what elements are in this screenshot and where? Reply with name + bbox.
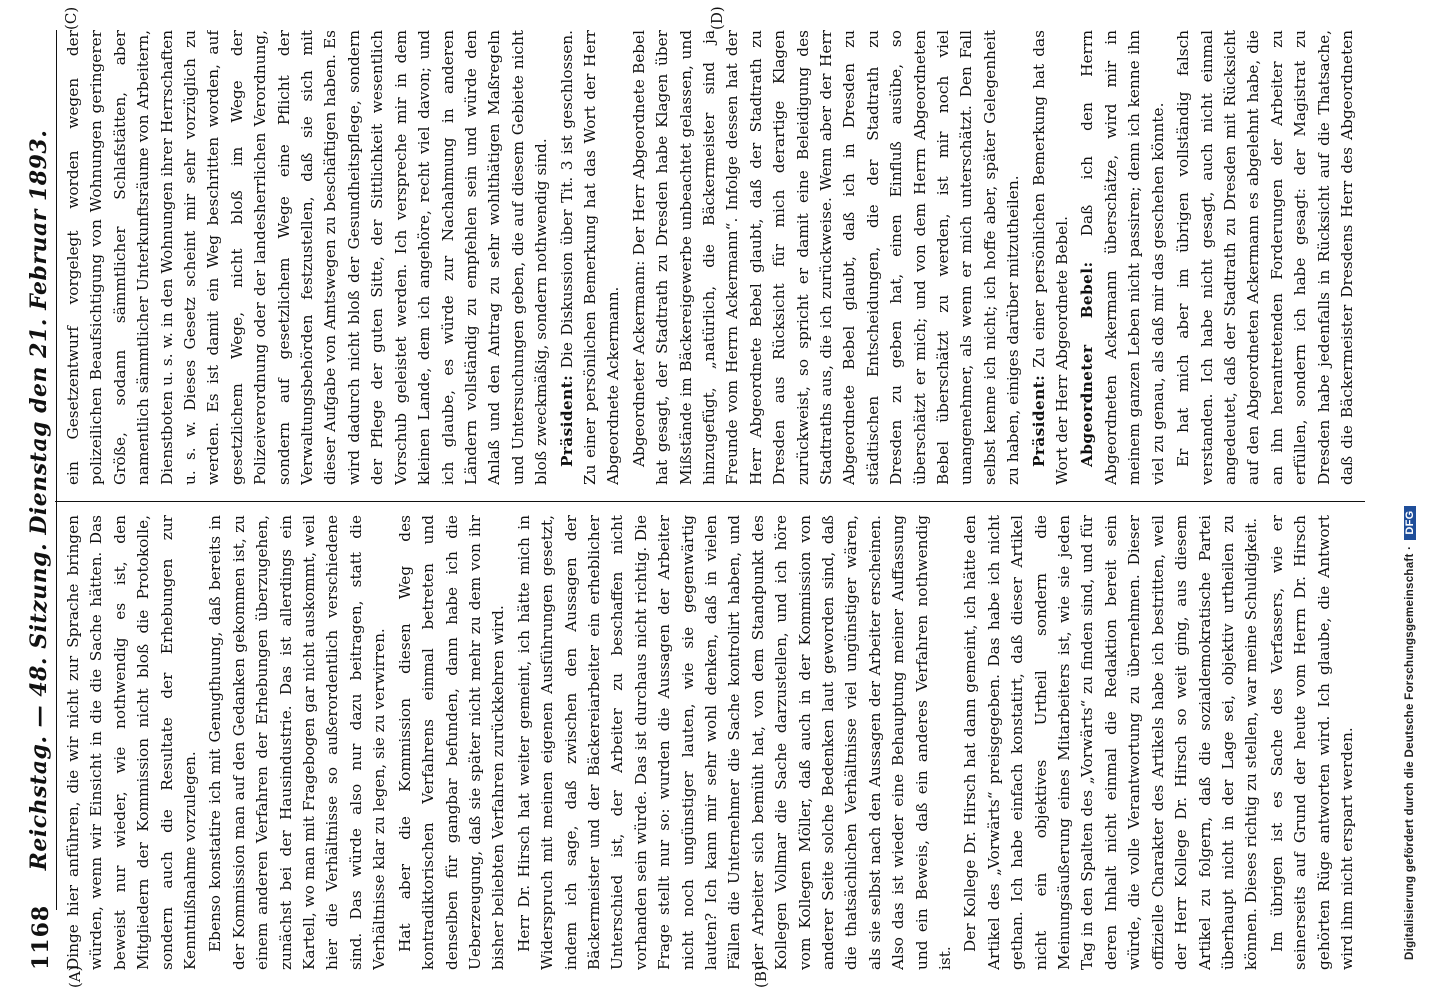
margin-marker-d: (D): [708, 6, 726, 30]
speaker-label: Präsident:: [1029, 374, 1048, 467]
page-number: 1168: [28, 904, 54, 970]
right-column: [62, 30, 1362, 485]
margin-marker-b: (B): [752, 965, 770, 988]
paragraph: ein Gesetzentwurf vorgelegt worden wegen der polizeilichen Beaufsichtigung von Wohnungen geringerer Größe, sodann sämmtlicher Schlafstätten, aber namentlich sämmtlicher Unterkunftsräume von Arbeitern, Dienstboten u. s. w. in den Wohnungen ihrer Herrschaften u. s. w. Dieses Gesetz scheint mir sehr vorzüglich zu werden. Es ist damit ein Weg beschritten worden, auf gesetzlichem Wege, nicht bloß im Wege der Polizeiverordnung oder der landesherrlichen Verordnung, sondern auf gesetzlichem Wege eine Pflicht der Verwaltungsbehörden festzustellen, daß sie sich mit dieser Aufgabe von Amtswegen zu beschäftigen haben. Es wird dadurch nicht bloß der Gesundheitspflege, sondern der Pflege der guten Sitte, der Sittlichkeit wesentlich Vorschub geleistet werden. Ich verspreche mir in dem kleinen Lande, dem ich angehöre, recht viel davon; und ich glaube, es würde zur Nachahmung in anderen Ländern vollständig zu empfehlen sein und würde den Anlaß und den Antrag zu sehr wohlthätigen Maßregeln und Untersuchungen geben, die auf diesem Gebiete nicht bloß zweckmäßig, sondern nothwendig sind.: [64, 30, 551, 485]
margin-marker-c: (C): [62, 6, 80, 30]
paragraph: Dinge hier anführen, die wir nicht zur Sprache bringen würden, wenn wir Einsicht in die die Sache hätten. Das beweist nur wieder, wie nothwendig es ist, den Mitgliedern der Kommission nicht bloß die Protokolle, sondern auch die Resultate der Erhebungen zur Kenntnißnahme vorzulegen.: [64, 515, 200, 970]
paragraph: Herr Dr. Hirsch hat weiter gemeint, ich hätte mich in Widerspruch mit meinen eigenen Ausführungen gesetzt, indem ich sage, daß zwischen den Aussagen der Bäckermeister und der Bäckereiarbeiter ein erheblicher Unterschied ist, der Arbeiter zu beschaffen nicht vorhanden sein würde. Das ist durchaus nicht richtig. Die Frage stellt nur so: wurden die Aussagen der Arbeiter nicht noch ungünstiger lauten, wie sie gegenwärtig lauten? Ich kann mir sehr wohl denken, daß in vielen Fällen die Unternehmer die Sache kontrolirt haben, und der Arbeiter sich bemüht hat, von dem Standpunkt des Kollegen Vollmar die Sache darzustellen, und ich höre vom Kollegen Möller, daß auch in der Kommission von anderer Seite solche Bedenken laut geworden sind, daß die thatsächlichen Verhältnisse viel ungünstiger wären, als sie selbst nach den Aussagen der Arbeiter erscheinen. Also das ist wieder eine Behauptung meiner Auffassung und ein Beweis, daß ein anderes Verfahren nothwendig ist.: [514, 515, 955, 970]
paragraph: Im übrigen ist es Sache des Verfassers, wie er seinerseits auf Grund der heute vom Herrn Dr. Hirsch gehörten Rüge antworten wird. Ich glaube, die Antwort wird ihm nicht erspart werden.: [1267, 515, 1356, 970]
paragraph: Er hat mich aber im übrigen vollständig falsch verstanden. Ich habe nicht gesagt, auch nicht einmal angedeutet, daß der Stadtrath zu Dresden mit Rücksicht auf den Abgeordneten Ackermann es abgelehnt habe, die an ihn herantretenden Forderungen der Arbeiter zu erfüllen, sondern ich habe gesagt: der Magistrat zu Dresden habe jedenfalls in Rücksicht auf die Thatsache, daß die Bäckermeister Dresdens Herr des Abgeordneten: [1174, 30, 1356, 485]
margin-marker-a: (A): [66, 965, 84, 988]
paragraph: Ebenso konstatire ich mit Genugthuung, daß bereits in der Kommission man auf den Gedanken gekommen ist, zu einem anderen Verfahren der Erhebungen überzugehen, zunächst bei der Hausindustrie. Das ist allerdings ein Kartell, wo man mit Fragebogen gar nicht auskommt, weil hier die Verhältnisse so außerordentlich verschiedene sind. Das würde also nur dazu beitragen, statt die Verhältnisse klar zu legen, sie zu verwirren.: [206, 515, 389, 970]
dfg-logo: DFG: [1404, 506, 1416, 540]
speaker-label: Präsident:: [557, 374, 576, 467]
paragraph: [1361, 515, 1362, 970]
column-divider: [55, 501, 1365, 502]
speaker-label: Abgeordneter Bebel:: [1078, 261, 1097, 467]
paragraph: Präsident: Die Diskussion über Tit. 3 ist geschlossen. Zu einer persönlichen Bemerkung hat das Wort der Herr Abgeordnete Ackermann.: [557, 30, 623, 485]
paragraph: Der Kollege Dr. Hirsch hat dann gemeint, ich hätte den Artikel des „Vorwärts“ preisgegeben. Das habe ich nicht gethan. Ich habe einfach konstatirt, daß dieser Artikel nicht ein objektives Urtheil sondern die Meinungsäußerung eines Mitarbeiters ist, wie sie jeden Tag in den Spalten des „Vorwärts“ zu finden sind, und für deren Inhalt nicht einmal die Redaktion bereit sein würde, die volle Verantwortung zu übernehmen. Dieser offizielle Charakter des Artikels habe ich bestritten, weil der Herr Kollege Dr. Hirsch so weit ging, aus diesem Artikel zu folgern, daß die sozialdemokratische Partei überhaupt nicht in der Lage sei, objektiv urtheilen zu können. Dieses richtig zu stellen, war meine Schuldigkeit.: [961, 515, 1261, 970]
digitization-footer: Digitalisierung gefördert durch die Deutsche Forschungsgemeinschaft ·DFG: [1404, 40, 1416, 960]
left-column: [62, 515, 1362, 970]
paragraph: Abgeordneter Bebel: Daß ich den Herrn Abgeordneten Ackermann überschätze, wird mir in meinem ganzen Leben nicht passiren; denn ich kenne ihn viel zu genau, als daß mir das geschehen könnte.: [1078, 30, 1167, 485]
page-header: [18, 30, 58, 970]
paragraph: Präsident: Zu einer persönlichen Bemerkung hat das Wort der Herr Abgeordnete Bebel.: [1029, 30, 1072, 485]
running-title: Reichstag. — 48. Sitzung. Dienstag den 21. Februar 1893.: [26, 129, 52, 871]
paragraph: Hat aber die Kommission diesen Weg des kontradiktorischen Verfahrens einmal betreten und denselben für gangbar befunden, dann habe ich die Ueberzeugung, daß sie später nicht mehr zu dem von ihr bisher beliebten Verfahren zurückkehren wird.: [395, 515, 508, 970]
paragraph: Abgeordneter Ackermann: Der Herr Abgeordnete Bebel hat gesagt, der Stadtrath zu Dresden habe Klagen über Mißstände im Bäckereigewerbe unbeachtet gelassen, und hinzugefügt, „natürlich, die Bäckermeister sind ja Freunde vom Herrn Ackermann“. Infolge dessen hat der Herr Abgeordnete Bebel glaubt, daß der Stadtrath zu Dresden aus Rücksicht für mich derartige Klagen zurückweist, so spricht er damit eine Beleidigung des Stadtraths aus, die ich zurückweise. Wenn aber der Herr Abgeordnete Bebel glaubt, daß ich in Dresden zu städtischen Entscheidungen, die der Stadtrath zu Dresden zu geben hat, einen Einfluß ausübe, so überschätzt er mich; und von dem Herrn Abgeordneten Bebel überschätzt zu werden, ist mir noch viel unangenehmer, als wenn er mich unterschätzt. Den Fall selbst kenne ich nicht; ich hoffe aber, später Gelegenheit zu haben, einiges darüber mitzutheilen.: [629, 30, 1023, 485]
header-rule: [56, 30, 57, 910]
